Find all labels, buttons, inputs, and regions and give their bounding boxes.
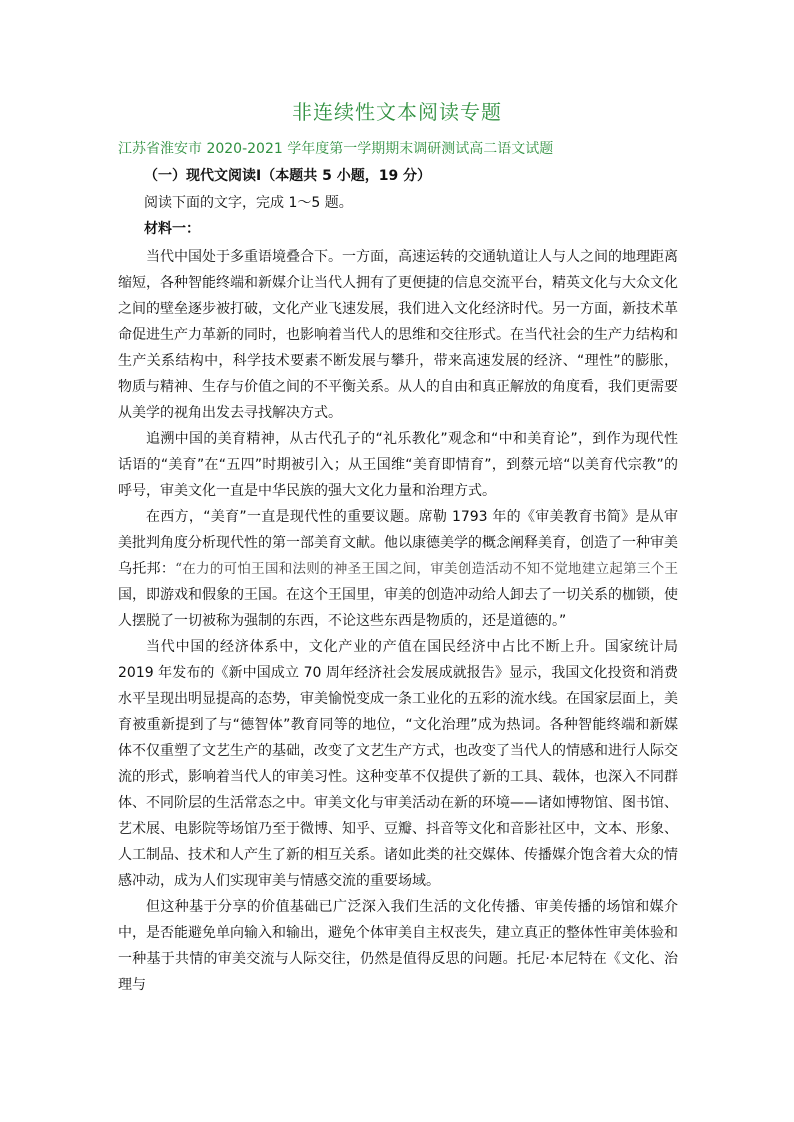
- paragraph-4: 当代中国的经济体系中，文化产业的产值在国民经济中占比不断上升。国家统计局 2019 年发布的《新中国成立 70 周年经济社会发展成就报告》显示，我国文化投资和消费水平呈现出明显提高的态势，审美愉悦变成一条工业化的五彩的流水线。在国家层面上，美育被重新提到了与“德智体”教育同等的地位，“文化治理”成为热词。各种智能终端和新媒体不仅重塑了文艺生产的基础，改变了文艺生产方式，也改变了当代人的情感和进行人际交流的形式，影响着当代人的审美习性。这种变革不仅提供了新的工具、载体，也深入不同群体、不同阶层的生活常态之中。审美文化与审美活动在新的环境——诸如博物馆、图书馆、艺术展、电影院等场馆乃至于微博、知乎、豆瓣、抖音等文化和音影社区中，文本、形象、人工制品、技术和人产生了新的相互关系。诸如此类的社交媒体、传播媒介饱含着大众的情感冲动，成为人们实现审美与情感交流的重要场域。: [118, 639, 678, 889]
- section-heading: （一）现代文阅读Ⅰ（本题共 5 小题，19 分）: [144, 168, 432, 184]
- exam-source: 江苏省淮安市 2020-2021 学年度第一学期期末调研测试高二语文试题: [118, 141, 554, 157]
- paragraph-1: 当代中国处于多重语境叠合下。一方面，高速运转的交通轨道让人与人之间的地理距离缩短，各种智能终端和新媒介让当代人拥有了更便捷的信息交流平台，精英文化与大众文化之间的壁垒逐步被打破，文化产业飞速发展，我们进入文化经济时代。另一方面，新技术革命促进生产力革新的同时，也影响着当代人的思维和交往形式。在当代社会的生产力结构和生产关系结构中，科学技术要素不断发展与攀升，带来高速发展的经济、“理性”的膨胀，物质与精神、生存与价值之间的不平衡关系。从人的自由和真正解放的角度看，我们更需要从美学的视角出发去寻找解决方式。: [118, 249, 678, 421]
- paragraph-5: 但这种基于分享的价值基础已广泛深入我们生活的文化传播、审美传播的场馆和媒介中，是否能避免单向输入和输出，避免个体审美自主权丧失，建立真正的整体性审美体验和一种基于共情的审美交流与人际交往，仍然是值得反思的问题。托尼·本尼特在《文化、治理与: [118, 899, 678, 993]
- paragraph-2: 追溯中国的美育精神，从古代孔子的“礼乐教化”观念和“中和美育论”，到作为现代性话语的“美育”在“五四”时期被引入；从王国维“美育即情育”，到蔡元培“以美育代宗教”的呼号，审美文化一直是中华民族的强大文化力量和治理方式。: [118, 431, 678, 499]
- document-title: 非连续性文本阅读专题: [292, 100, 502, 124]
- article-body: [118, 244, 678, 998]
- paragraph-3: [118, 504, 678, 634]
- paragraph-3-text: 在西方，“美育”一直是现代性的重要议题。席勒 1793 年的《审美教育书简》是从审美批判角度分析现代性的第一部美育文献。他以康德美学的概念阐释美育，创造了一种审美乌托邦：: [118, 509, 678, 577]
- material-label: 材料一：: [144, 221, 200, 237]
- schiller-quote: “在力的可怕王国和法则的神圣王国之间，审美创造活动不知不觉地建立起第三个王: [175, 561, 678, 577]
- schiller-quote-continued: 国，即游戏和假象的王国。在这个王国里，审美的创造冲动给人卸去了一切关系的枷锁，使人摆脱了一切被称为强制的东西，不论这些东西是物质的，还是道德的。”: [118, 587, 678, 629]
- instruction-text: 阅读下面的文字，完成 1～5 题。: [144, 195, 353, 211]
